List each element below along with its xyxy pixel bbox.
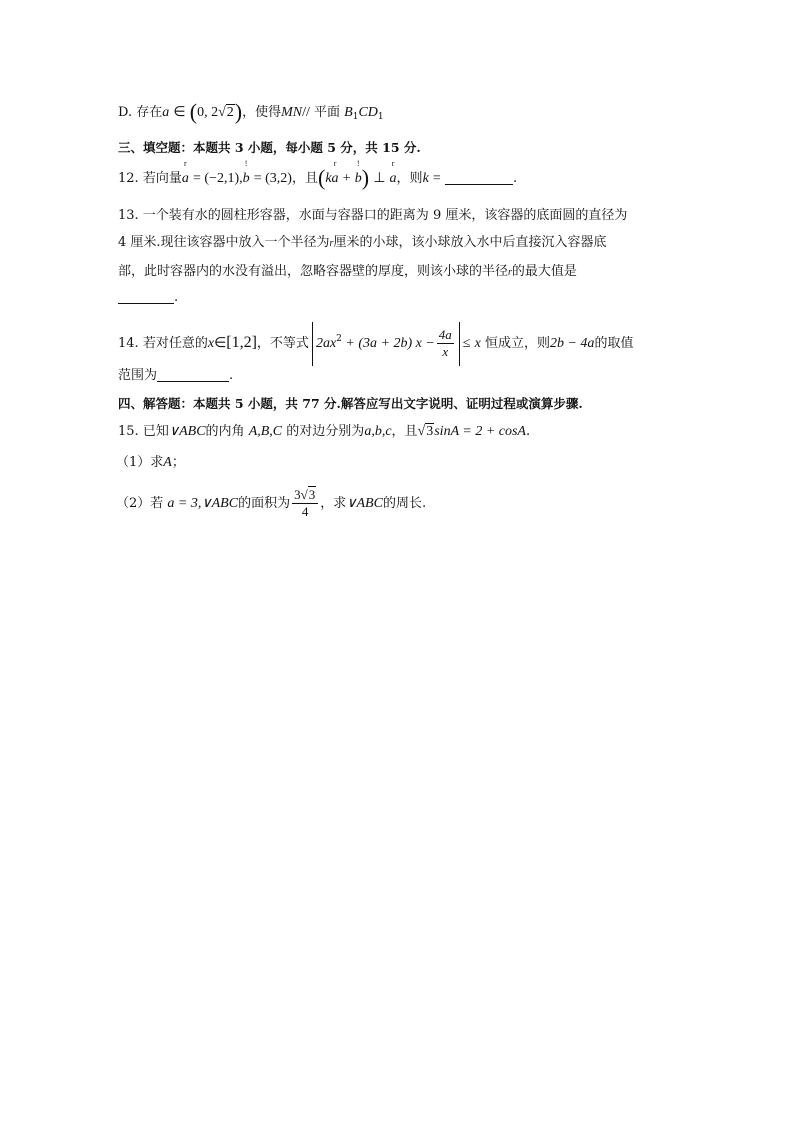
option-text-c: 平面: [314, 105, 341, 120]
q13-line-3-b: 的最大值是: [511, 264, 577, 279]
in-symbol: ∈: [173, 105, 186, 120]
interval-start: 0, 2: [197, 105, 219, 120]
angles-abc: A,B,C: [248, 424, 283, 439]
trig-equation: sinA = 2 + cosA: [434, 424, 526, 439]
equals-sign: =: [432, 171, 441, 186]
q15-text-a: 已知: [142, 424, 169, 439]
scalar-k: k: [325, 171, 332, 186]
q12-end: .: [512, 171, 518, 186]
question-number: 15.: [118, 424, 139, 439]
question-14: [118, 316, 633, 367]
vector-mark: r: [391, 159, 395, 168]
interval-1-2: [1,2]: [226, 334, 257, 351]
vector-a-letter: a: [181, 171, 189, 186]
interval-close: ): [234, 99, 243, 124]
section-4-heading: 四、解答题：本题共 5 小题，共 77 分.解答应写出文字说明、证明过程或演算步骤.: [118, 396, 583, 411]
leq-symbol: ≤: [462, 336, 471, 351]
vector-b-letter: b: [354, 171, 362, 186]
q15-end: .: [525, 424, 531, 439]
question-number: 14.: [118, 336, 139, 351]
q12-text-b: ，且: [291, 171, 318, 186]
sqrt-arg: 2: [226, 105, 234, 120]
sqrt-sign: √: [218, 105, 226, 120]
scalar-k-2: k: [422, 171, 429, 186]
vector-b-2: [354, 159, 362, 189]
part-1-end: ；: [171, 455, 185, 470]
part-2-text-b: ，求: [320, 496, 347, 511]
question-12: [118, 159, 518, 190]
q14-line-2-a: 范围为: [118, 368, 158, 383]
vector-a: [181, 159, 189, 189]
sqrt-sign: √: [300, 487, 308, 502]
q13-end: .: [174, 290, 179, 305]
part-2-text-c: 的周长.: [382, 496, 427, 511]
question-15: [118, 422, 530, 442]
fraction-denominator: x: [442, 344, 449, 359]
plane-cd: CD: [358, 105, 378, 120]
vector-a-2: [331, 159, 339, 189]
q13-line-2: [118, 233, 606, 254]
q15-text-c: 的对边分别为: [286, 424, 365, 439]
answer-blank[interactable]: [118, 289, 174, 304]
paren-open: (: [318, 165, 326, 190]
vector-b: [242, 159, 250, 189]
in-symbol: ∈: [214, 336, 227, 351]
abs-bar-left: [312, 322, 313, 366]
abs-bar-right: [459, 322, 460, 366]
var-r-2: r: [508, 267, 512, 278]
vector-a-3: [389, 159, 397, 189]
option-text: 存在: [136, 105, 163, 120]
part-2-condition: a = 3,∨ABC: [167, 496, 239, 511]
q13-line-2-a: 4 厘米.现往该容器中放入一个半径为: [118, 235, 330, 250]
q13-line-3: [118, 262, 577, 283]
q14-line-2: [118, 366, 233, 386]
q15-part-2: [116, 482, 426, 526]
q12-text-c: ，则: [396, 171, 423, 186]
vector-mark: !: [244, 159, 248, 168]
q13-line-1: 13. 一个装有水的圆柱形容器，水面与容器口的距离为 9 厘米，该容器的底面圆的直径为: [118, 208, 628, 223]
parallel-symbol: //: [302, 105, 310, 120]
numerator-sqrt-arg: 3: [308, 487, 316, 502]
sides-abc: a,b,c: [364, 424, 392, 439]
vector-mark: r: [184, 159, 187, 168]
fraction-numerator: 4a: [438, 327, 452, 342]
var-x: x: [207, 336, 215, 351]
answer-blank[interactable]: [445, 170, 513, 185]
part-1-label: （1）求: [116, 455, 164, 470]
exponent-2: 2: [336, 334, 342, 344]
q12-text-a: 若向量: [142, 171, 182, 186]
paren-close: ): [361, 165, 370, 190]
plane-b: B: [344, 105, 353, 120]
fraction-area: [292, 487, 318, 520]
vector-a-letter: a: [331, 171, 339, 186]
part-1-var: A: [163, 455, 172, 470]
var-x-2: x: [474, 336, 481, 351]
vector-a-letter: a: [389, 171, 397, 186]
var-a: a: [162, 105, 170, 120]
q13-line-2-b: 厘米的小球，该小球放入水中后直接沉入容器底: [333, 235, 607, 250]
interval-open: (: [189, 99, 198, 124]
var-r: r: [329, 238, 334, 249]
q13-line-3-a: 部，此时容器内的水没有溢出，忽略容器壁的厚度，则该小球的半径: [118, 264, 509, 279]
perp-symbol: ⊥: [373, 171, 386, 186]
numerator-coef: 3: [294, 487, 301, 502]
vector-mark: !: [356, 159, 360, 168]
option-text-b: ，使得: [242, 105, 282, 120]
target-expr: 2b − 4a: [549, 336, 595, 351]
q14-text-c: 恒成立，则: [484, 336, 550, 351]
q13-line-4: [118, 288, 178, 308]
vector-mark: r: [333, 159, 337, 168]
sqrt-sign: √: [417, 424, 426, 439]
q14-end: .: [229, 368, 234, 383]
fraction-denominator: 4: [301, 504, 309, 519]
fraction-4a-over-x: [437, 327, 454, 360]
part-2-label: （2）若: [116, 496, 164, 511]
expr-2ax: 2ax: [315, 336, 337, 351]
q15-text-d: ，且: [391, 424, 418, 439]
part-2-text-a: 的面积为: [238, 496, 291, 511]
q14-text-b: ，不等式: [256, 336, 309, 351]
segment-mn: MN: [281, 105, 303, 120]
plane-b-sub: 1: [352, 112, 359, 122]
answer-blank[interactable]: [157, 367, 229, 382]
plane-d-sub: 1: [377, 112, 384, 122]
triangle-abc-2: ∨ABC: [346, 496, 383, 511]
vector-b-letter: b: [242, 171, 250, 186]
q14-text-d: 的取值: [594, 336, 634, 351]
option-d: [118, 99, 384, 127]
q12-eq-a: = (−2,1),: [192, 171, 243, 186]
q14-text-a: 若对任意的: [142, 336, 208, 351]
option-label: D.: [118, 105, 133, 120]
expr-middle: + (3a + 2b) x −: [341, 336, 435, 351]
plus-sign: +: [342, 171, 351, 186]
section-3-heading: 三、填空题：本题共 3 小题，每小题 5 分，共 15 分.: [118, 140, 421, 155]
q15-text-b: 的内角: [205, 424, 245, 439]
triangle-abc: ∨ABC: [168, 424, 206, 439]
q15-part-1: [116, 453, 185, 473]
sqrt-3: 3: [426, 424, 434, 439]
question-number: 12.: [118, 171, 139, 186]
fraction-numerator: [292, 487, 318, 504]
q12-eq-b: = (3,2): [253, 171, 292, 186]
